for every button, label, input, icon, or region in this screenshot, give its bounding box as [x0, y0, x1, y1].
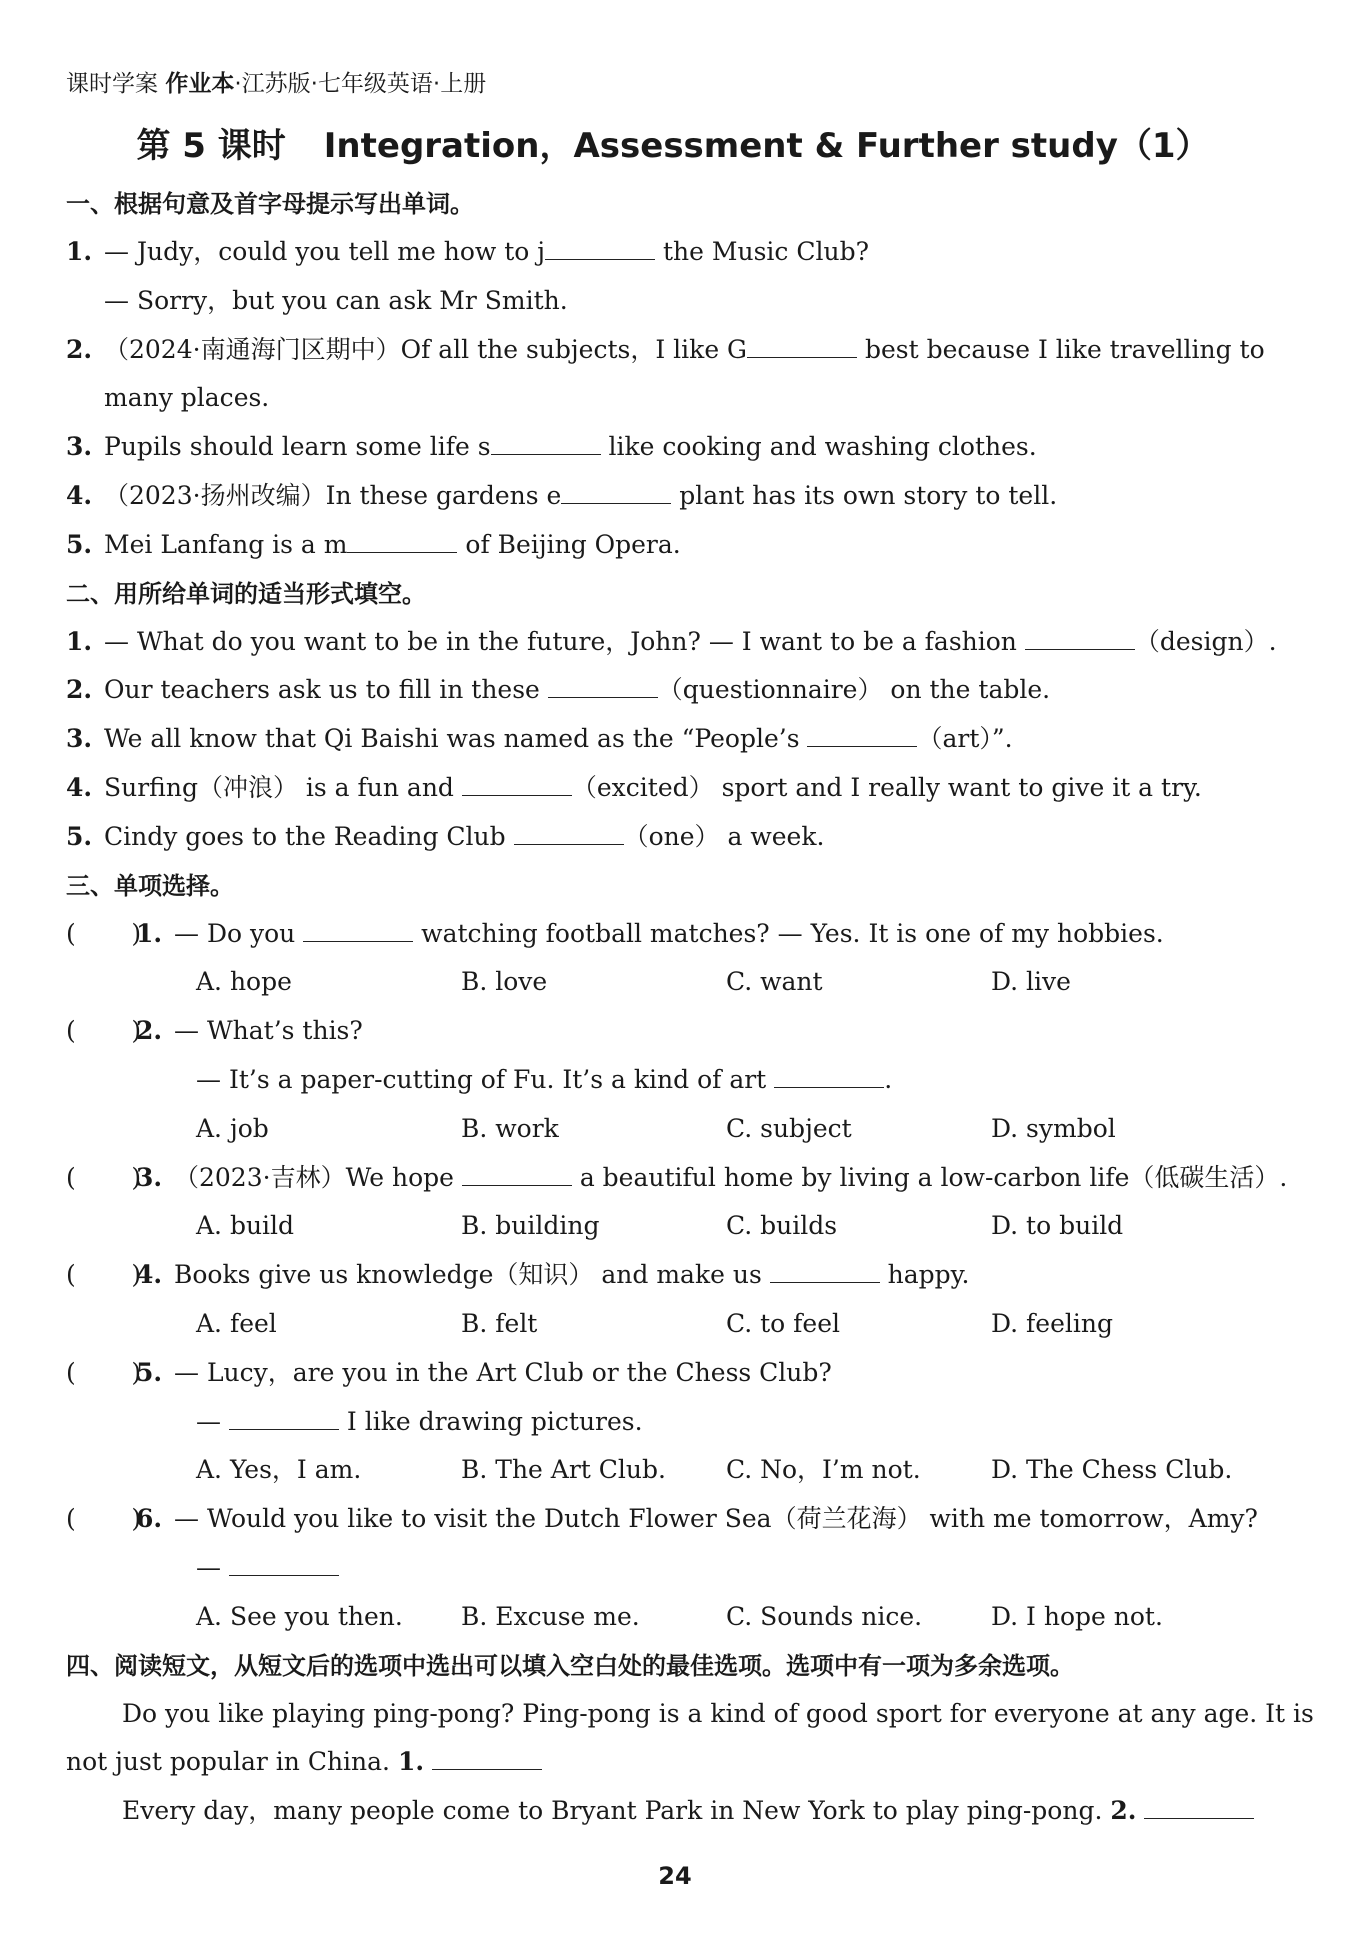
option-c[interactable]: C. to feel	[726, 1308, 841, 1338]
answer-blank[interactable]	[1144, 1796, 1254, 1819]
header-edition: ·江苏版·七年级英语·上册	[234, 71, 487, 97]
s1-q4: 4. （2023·扬州改编）In these gardens e plant has its own story to tell.	[66, 480, 1058, 510]
answer-paren[interactable]: ( )	[66, 918, 142, 948]
s3-q4-options	[66, 1300, 1280, 1349]
answer-blank[interactable]	[774, 1065, 884, 1088]
s2-q4: 4. Surfing（冲浪） is a fun and （excited） sport and I really want to give it a try.	[66, 772, 1202, 802]
answer-blank[interactable]	[229, 1553, 339, 1576]
s2-q3: 3. We all know that Qi Baishi was named as the “People’s （art）”.	[66, 724, 1013, 754]
section-1-heading: 一、根据句意及首字母提示写出单词。	[66, 190, 474, 218]
s3-q2: ( )2. — What’s this?	[66, 1007, 1280, 1056]
option-d[interactable]: D. to build	[991, 1211, 1124, 1241]
s1-q5: 5. Mei Lanfang is a m of Beijing Opera.	[66, 529, 681, 559]
passage-line-3: Every day，many people come to Bryant Park in New York to play ping-pong. 2.	[66, 1787, 1280, 1836]
answer-blank[interactable]	[514, 822, 624, 845]
s3-q5-reply: — I like drawing pictures.	[196, 1406, 643, 1436]
s3-q5-options	[66, 1446, 1280, 1495]
answer-paren[interactable]: ( )	[66, 1162, 142, 1192]
option-a[interactable]: A. feel	[196, 1308, 277, 1338]
option-b[interactable]: B. building	[461, 1211, 600, 1241]
option-a[interactable]: A. build	[196, 1211, 295, 1241]
option-b[interactable]: B. love	[461, 967, 548, 997]
s3-q1: ( )1. — Do you watching football matches? — Yes. It is one of my hobbies.	[66, 910, 1280, 959]
option-b[interactable]: B. The Art Club.	[461, 1455, 666, 1485]
s1-q3: 3. Pupils should learn some life s like cooking and washing clothes.	[66, 432, 1037, 462]
option-a[interactable]: A. job	[196, 1113, 269, 1143]
answer-blank[interactable]	[432, 1747, 542, 1770]
s3-q3-options	[66, 1202, 1280, 1251]
answer-blank[interactable]	[807, 724, 917, 747]
answer-blank[interactable]	[462, 773, 572, 796]
option-b[interactable]: B. felt	[461, 1308, 538, 1338]
s3-q6-reply: —	[66, 1544, 1280, 1593]
header-series: 课时学案	[66, 71, 166, 97]
page-number: 24	[658, 1862, 692, 1890]
answer-paren[interactable]: ( )	[66, 1260, 142, 1290]
option-c[interactable]: C. No，I’m not.	[726, 1455, 921, 1485]
option-a[interactable]: A. See you then.	[196, 1601, 403, 1631]
option-d[interactable]: D. live	[991, 967, 1071, 997]
option-d[interactable]: D. feeling	[991, 1308, 1113, 1338]
s3-q3: ( )3. （2023·吉林）We hope a beautiful home by living a low-carbon life（低碳生活）.	[66, 1154, 1280, 1203]
option-b[interactable]: B. Excuse me.	[461, 1601, 640, 1631]
passage-line-2: not just popular in China. 1.	[66, 1738, 1280, 1787]
section-2-heading: 二、用所给单词的适当形式填空。	[66, 579, 426, 608]
lesson-topic: Integration，Assessment & Further study（1）	[323, 126, 1210, 166]
lesson-title	[66, 112, 1280, 180]
s1-q1-reply: — Sorry，but you can ask Mr Smith.	[104, 285, 568, 315]
s3-q5: ( )5. — Lucy，are you in the Art Club or the Chess Club?	[66, 1349, 1280, 1398]
answer-blank[interactable]	[347, 530, 457, 553]
answer-blank[interactable]	[548, 675, 658, 698]
option-c[interactable]: C. builds	[726, 1211, 838, 1241]
answer-paren[interactable]: ( )	[66, 1016, 142, 1046]
answer-blank[interactable]	[303, 919, 413, 942]
s3-q2-reply: — It’s a paper-cutting of Fu. It’s a kind of art .	[196, 1064, 893, 1094]
option-a[interactable]: A. hope	[196, 967, 292, 997]
s3-q6: ( )6. — Would you like to visit the Dutch Flower Sea（荷兰花海） with me tomorrow，Amy?	[66, 1495, 1280, 1544]
answer-blank[interactable]	[770, 1260, 880, 1283]
book-header	[66, 62, 1280, 106]
s1-q2: 2. （2024·南通海门区期中）Of all the subjects，I like G best because I like travelling to	[66, 334, 1265, 364]
answer-blank[interactable]	[747, 335, 857, 358]
s1-q1: 1. — Judy，could you tell me how to j the Music Club?	[66, 237, 869, 266]
option-d[interactable]: D. I hope not.	[991, 1601, 1163, 1631]
passage-line-1: Do you like playing ping-pong? Ping-pong is a kind of good sport for everyone at any age. It is	[122, 1698, 1314, 1728]
option-a[interactable]: A. Yes，I am.	[196, 1455, 362, 1485]
header-workbook: 作业本	[165, 71, 235, 97]
s2-q5: 5. Cindy goes to the Reading Club （one） a week.	[66, 821, 825, 851]
answer-blank[interactable]	[545, 237, 655, 260]
option-c[interactable]: C. Sounds nice.	[726, 1601, 923, 1631]
s2-q2: 2. Our teachers ask us to fill in these （questionnaire） on the table.	[66, 675, 1051, 705]
option-c[interactable]: C. subject	[726, 1113, 852, 1143]
answer-blank[interactable]	[1025, 627, 1135, 650]
answer-blank[interactable]	[561, 481, 671, 504]
s3-q4: ( )4. Books give us knowledge（知识） and make us happy.	[66, 1251, 1280, 1300]
s3-q1-options	[66, 958, 1280, 1007]
option-d[interactable]: D. The Chess Club.	[991, 1455, 1233, 1485]
option-c[interactable]: C. want	[726, 967, 823, 997]
s2-q1: 1. — What do you want to be in the future，John? — I want to be a fashion （design）.	[66, 626, 1277, 656]
section-3-heading: 三、单项选择。	[66, 871, 234, 900]
lesson-number: 第 5 课时	[136, 126, 286, 166]
answer-paren[interactable]: ( )	[66, 1357, 142, 1387]
s1-q2-cont: many places.	[104, 383, 270, 413]
option-b[interactable]: B. work	[461, 1113, 559, 1143]
option-d[interactable]: D. symbol	[991, 1113, 1116, 1143]
answer-blank[interactable]	[491, 432, 601, 455]
s3-q6-options	[66, 1593, 1280, 1642]
s3-q2-options	[66, 1105, 1280, 1154]
section-4-heading: 四、阅读短文，从短文后的选项中选出可以填入空白处的最佳选项。选项中有一项为多余选项。	[66, 1651, 1074, 1680]
answer-blank[interactable]	[229, 1407, 339, 1430]
answer-paren[interactable]: ( )	[66, 1504, 142, 1534]
answer-blank[interactable]	[462, 1163, 572, 1186]
